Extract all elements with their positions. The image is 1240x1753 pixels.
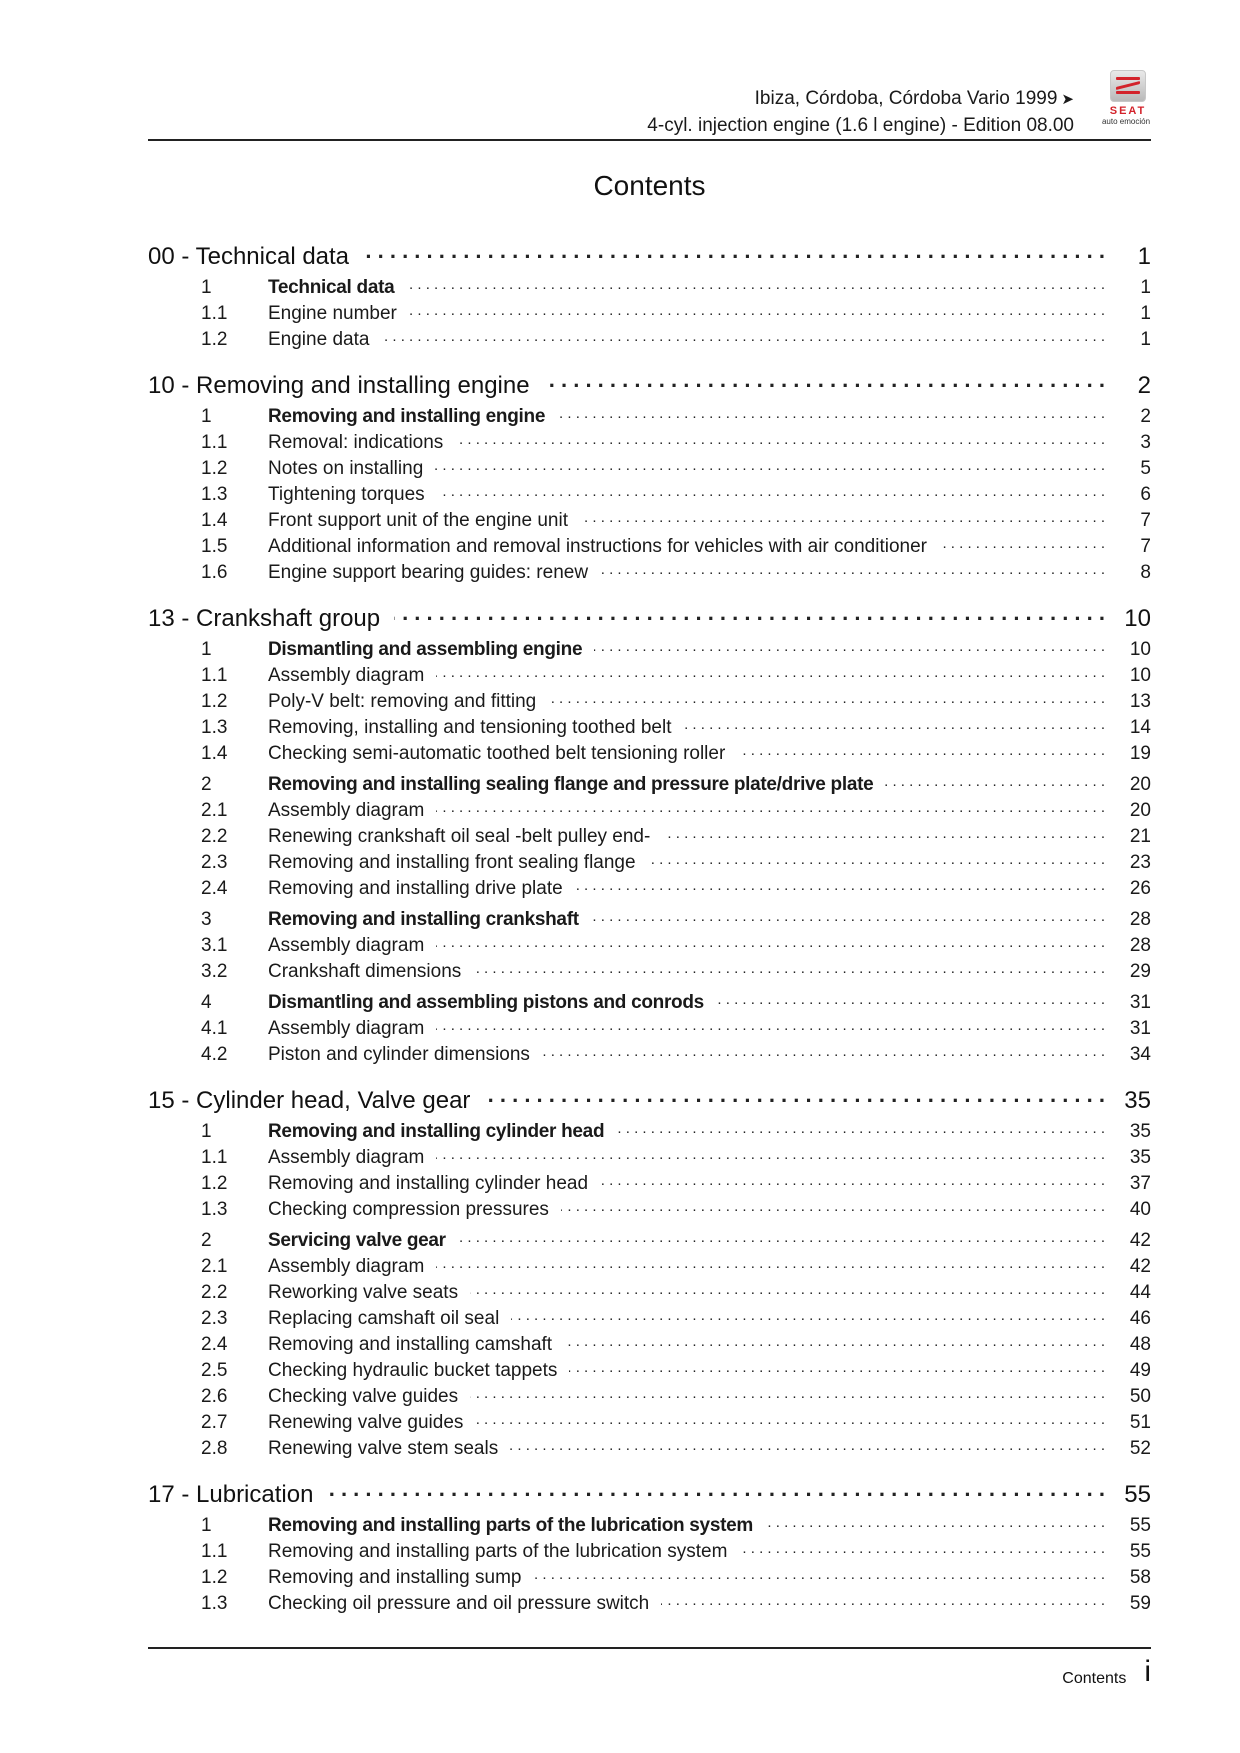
entry-title: Removing and installing cylinder head — [268, 1121, 605, 1142]
entry-page-number: 31 — [1129, 992, 1151, 1013]
entry-page-number: 52 — [1129, 1438, 1151, 1459]
entry-page-number: 14 — [1129, 717, 1151, 738]
toc-chapter-heading[interactable] — [148, 602, 1151, 635]
entry-number: 1.2 — [201, 458, 228, 479]
dot-leader — [436, 661, 1105, 681]
toc-subsection-entry[interactable] — [148, 1014, 1151, 1040]
entry-title: Checking compression pressures — [268, 1199, 549, 1220]
entry-number: 1.2 — [201, 1173, 228, 1194]
toc-subsection-entry[interactable] — [148, 796, 1151, 822]
entry-page-number: 31 — [1129, 1018, 1151, 1039]
entry-title: Assembly diagram — [268, 665, 425, 686]
footer-section-label: Contents — [1062, 1670, 1127, 1687]
entry-number: 2.5 — [201, 1360, 228, 1381]
entry-title: Additional information and removal instructions for vehicles with air conditioner — [268, 536, 927, 557]
entry-number: 4.2 — [201, 1044, 228, 1065]
entry-number: 3 — [201, 909, 212, 930]
entry-page-number: 59 — [1129, 1593, 1151, 1614]
toc-chapter-heading[interactable] — [148, 1478, 1151, 1511]
dot-leader — [533, 1563, 1105, 1583]
chapter-page-number: 1 — [1137, 243, 1151, 270]
dot-leader — [484, 1084, 1105, 1108]
entry-page-number: 7 — [1140, 536, 1151, 557]
table-of-contents — [148, 240, 1151, 1633]
dot-leader — [561, 1195, 1105, 1215]
chapter-page-number: 10 — [1124, 605, 1151, 632]
dot-leader — [458, 1226, 1105, 1246]
entry-title: Removing and installing sump — [268, 1567, 522, 1588]
entry-title: Renewing crankshaft oil seal -belt pulley end- — [268, 826, 651, 847]
dot-leader — [569, 1356, 1105, 1376]
entry-number: 1 — [201, 639, 212, 660]
dot-leader — [542, 1040, 1105, 1060]
chapter-title: 15 - Cylinder head, Valve gear — [148, 1087, 471, 1114]
chapter-page-number: 55 — [1124, 1481, 1151, 1508]
dot-leader — [436, 1143, 1105, 1163]
toc-subsection-entry[interactable] — [148, 506, 1151, 532]
entry-page-number: 19 — [1129, 743, 1151, 764]
chapter-title: 00 - Technical data — [148, 243, 350, 270]
toc-chapter — [148, 1478, 1151, 1615]
entry-number: 1 — [201, 1121, 212, 1142]
entry-number: 1.1 — [201, 303, 228, 324]
entry-number: 1 — [201, 406, 212, 427]
entry-number: 1.1 — [201, 1147, 228, 1168]
entry-number: 1.2 — [201, 329, 228, 350]
entry-page-number: 55 — [1129, 1541, 1151, 1562]
entry-number: 1.3 — [201, 484, 228, 505]
entry-page-number: 28 — [1129, 909, 1151, 930]
dot-leader — [885, 770, 1105, 790]
dot-leader — [363, 240, 1105, 264]
dot-leader — [575, 874, 1105, 894]
entry-title: Poly-V belt: removing and fitting — [268, 691, 537, 712]
toc-subsection-entry[interactable] — [148, 480, 1151, 506]
logo-tagline: auto emoción — [1101, 117, 1151, 126]
entry-page-number: 10 — [1129, 665, 1151, 686]
chapter-page-number: 35 — [1124, 1087, 1151, 1114]
entry-title: Checking hydraulic bucket tappets — [268, 1360, 558, 1381]
dot-leader — [409, 299, 1105, 319]
toc-section-entry[interactable] — [148, 635, 1151, 661]
entry-title: Renewing valve stem seals — [268, 1438, 499, 1459]
toc-subsection-entry[interactable] — [148, 454, 1151, 480]
toc-subsection-entry[interactable] — [148, 1589, 1151, 1615]
entry-title: Removing and installing drive plate — [268, 878, 563, 899]
logo-brand-text: SEAT — [1109, 105, 1147, 117]
dot-leader — [648, 848, 1105, 868]
entry-page-number: 49 — [1129, 1360, 1151, 1381]
entry-page-number: 1 — [1140, 277, 1151, 298]
entry-page-number: 8 — [1140, 562, 1151, 583]
entry-number: 1.1 — [201, 1541, 228, 1562]
dot-leader — [470, 1278, 1105, 1298]
entry-page-number: 10 — [1129, 639, 1151, 660]
toc-subsection-entry[interactable] — [148, 1382, 1151, 1408]
toc-subsection-entry[interactable] — [148, 299, 1151, 325]
entry-page-number: 35 — [1129, 1121, 1151, 1142]
entry-number: 1 — [201, 277, 212, 298]
entry-page-number: 28 — [1129, 935, 1151, 956]
dot-leader — [510, 1434, 1105, 1454]
entry-title: Assembly diagram — [268, 800, 425, 821]
entry-number: 1.3 — [201, 1593, 228, 1614]
toc-subsection-entry[interactable] — [148, 1304, 1151, 1330]
toc-subsection-entry[interactable] — [148, 558, 1151, 584]
dot-leader — [594, 635, 1105, 655]
dot-leader — [557, 402, 1105, 422]
entry-number: 2.3 — [201, 1308, 228, 1329]
page-footer — [148, 1656, 1151, 1688]
entry-number: 2.2 — [201, 826, 228, 847]
entry-title: Removing and installing parts of the lubrication system — [268, 1541, 728, 1562]
dot-leader — [616, 1117, 1105, 1137]
entry-number: 1 — [201, 1515, 212, 1536]
toc-subsection-entry[interactable] — [148, 1408, 1151, 1434]
toc-chapter-heading[interactable] — [148, 369, 1151, 402]
entry-title: Removing and installing cylinder head — [268, 1173, 589, 1194]
toc-subsection-entry[interactable] — [148, 1040, 1151, 1066]
toc-chapter — [148, 240, 1151, 351]
dot-leader — [564, 1330, 1105, 1350]
entry-page-number: 42 — [1129, 1230, 1151, 1251]
entry-number: 2 — [201, 1230, 212, 1251]
dot-leader — [548, 687, 1105, 707]
toc-subsection-entry[interactable] — [148, 1169, 1151, 1195]
entry-number: 2.7 — [201, 1412, 228, 1433]
entry-number: 1.4 — [201, 510, 228, 531]
toc-subsection-entry[interactable] — [148, 1537, 1151, 1563]
entry-number: 2.4 — [201, 1334, 228, 1355]
entry-page-number: 21 — [1129, 826, 1151, 847]
dot-leader — [939, 532, 1105, 552]
entry-page-number: 6 — [1140, 484, 1151, 505]
entry-title: Checking semi-automatic toothed belt tensioning roller — [268, 743, 726, 764]
entry-page-number: 29 — [1129, 961, 1151, 982]
continuation-arrow-icon: ➤ — [1061, 91, 1074, 108]
entry-number: 1.5 — [201, 536, 228, 557]
entry-title: Removing and installing sealing flange and pressure plate/drive plate — [268, 774, 874, 795]
toc-subsection-entry[interactable] — [148, 661, 1151, 687]
dot-leader — [435, 454, 1105, 474]
entry-title: Assembly diagram — [268, 935, 425, 956]
toc-subsection-entry[interactable] — [148, 687, 1151, 713]
entry-page-number: 51 — [1129, 1412, 1151, 1433]
toc-section-entry[interactable] — [148, 1117, 1151, 1143]
toc-chapter — [148, 369, 1151, 584]
entry-number: 2.8 — [201, 1438, 228, 1459]
seat-badge-icon — [1110, 70, 1146, 102]
entry-number: 1.3 — [201, 1199, 228, 1220]
toc-chapter-heading[interactable] — [148, 1084, 1151, 1117]
entry-number: 2.4 — [201, 878, 228, 899]
entry-title: Crankshaft dimensions — [268, 961, 462, 982]
toc-subsection-entry[interactable] — [148, 931, 1151, 957]
dot-leader — [544, 369, 1105, 393]
entry-title: Engine number — [268, 303, 397, 324]
entry-page-number: 26 — [1129, 878, 1151, 899]
toc-subsection-entry[interactable] — [148, 822, 1151, 848]
footer-page-number: i — [1144, 1655, 1151, 1688]
entry-page-number: 23 — [1129, 852, 1151, 873]
entry-number: 2.1 — [201, 800, 228, 821]
entry-title: Renewing valve guides — [268, 1412, 464, 1433]
toc-subsection-entry[interactable] — [148, 325, 1151, 351]
entry-title: Removing and installing parts of the lubrication system — [268, 1515, 753, 1536]
entry-page-number: 2 — [1140, 406, 1151, 427]
toc-subsection-entry[interactable] — [148, 739, 1151, 765]
dot-leader — [436, 1252, 1105, 1272]
toc-section-entry[interactable] — [148, 1511, 1151, 1537]
dot-leader — [436, 931, 1105, 951]
entry-number: 1.4 — [201, 743, 228, 764]
toc-chapter — [148, 602, 1151, 1066]
entry-page-number: 3 — [1140, 432, 1151, 453]
entry-page-number: 58 — [1129, 1567, 1151, 1588]
toc-chapter-heading[interactable] — [148, 240, 1151, 273]
entry-number: 2.3 — [201, 852, 228, 873]
entry-title: Removing and installing front sealing flange — [268, 852, 636, 873]
entry-number: 1.1 — [201, 432, 228, 453]
entry-title: Removing and installing camshaft — [268, 1334, 553, 1355]
dot-leader — [765, 1511, 1105, 1531]
entry-page-number: 1 — [1140, 329, 1151, 350]
dot-leader — [511, 1304, 1105, 1324]
page-title: Contents — [593, 170, 706, 201]
entry-title: Checking oil pressure and oil pressure switch — [268, 1593, 650, 1614]
toc-subsection-entry[interactable] — [148, 532, 1151, 558]
entry-title: Front support unit of the engine unit — [268, 510, 568, 531]
entry-page-number: 40 — [1129, 1199, 1151, 1220]
toc-section-entry[interactable] — [148, 988, 1151, 1014]
dot-leader — [600, 1169, 1105, 1189]
toc-section-entry[interactable] — [148, 905, 1151, 931]
entry-number: 1.2 — [201, 1567, 228, 1588]
toc-subsection-entry[interactable] — [148, 1195, 1151, 1221]
entry-page-number: 1 — [1140, 303, 1151, 324]
dot-leader — [684, 713, 1106, 733]
entry-title: Checking valve guides — [268, 1386, 459, 1407]
entry-page-number: 35 — [1129, 1147, 1151, 1168]
entry-title: Piston and cylinder dimensions — [268, 1044, 530, 1065]
entry-title: Assembly diagram — [268, 1147, 425, 1168]
chapter-title: 17 - Lubrication — [148, 1481, 314, 1508]
entry-title: Dismantling and assembling pistons and conrods — [268, 992, 704, 1013]
entry-page-number: 50 — [1129, 1386, 1151, 1407]
entry-title: Assembly diagram — [268, 1018, 425, 1039]
toc-subsection-entry[interactable] — [148, 428, 1151, 454]
entry-number: 2.2 — [201, 1282, 228, 1303]
dot-leader — [436, 796, 1105, 816]
footer-rule — [148, 1647, 1151, 1649]
entry-number: 1.6 — [201, 562, 228, 583]
entry-title: Removing and installing crankshaft — [268, 909, 579, 930]
entry-title: Removal: indications — [268, 432, 444, 453]
dot-leader — [591, 905, 1105, 925]
toc-subsection-entry[interactable] — [148, 957, 1151, 983]
toc-chapter — [148, 1084, 1151, 1460]
header-line-engine: 4-cyl. injection engine (1.6 l engine) - Edition 08.00 — [647, 115, 1074, 136]
toc-subsection-entry[interactable] — [148, 1330, 1151, 1356]
entry-page-number: 34 — [1129, 1044, 1151, 1065]
entry-page-number: 55 — [1129, 1515, 1151, 1536]
entry-title: Removing, installing and tensioning toothed belt — [268, 717, 672, 738]
entry-page-number: 37 — [1129, 1173, 1151, 1194]
dot-leader — [739, 1537, 1105, 1557]
toc-subsection-entry[interactable] — [148, 1252, 1151, 1278]
entry-number: 2 — [201, 774, 212, 795]
entry-title: Notes on installing — [268, 458, 424, 479]
entry-title: Replacing camshaft oil seal — [268, 1308, 500, 1329]
entry-page-number: 42 — [1129, 1256, 1151, 1277]
header-line-models — [148, 86, 1074, 113]
entry-title: Assembly diagram — [268, 1256, 425, 1277]
entry-title: Removing and installing engine — [268, 406, 546, 427]
dot-leader — [737, 739, 1105, 759]
dot-leader — [600, 558, 1105, 578]
entry-page-number: 20 — [1129, 774, 1151, 795]
toc-subsection-entry[interactable] — [148, 848, 1151, 874]
entry-page-number: 48 — [1129, 1334, 1151, 1355]
dot-leader — [394, 602, 1105, 626]
entry-title: Engine support bearing guides: renew — [268, 562, 589, 583]
dot-leader — [455, 428, 1105, 448]
dot-leader — [475, 1408, 1105, 1428]
toc-subsection-entry[interactable] — [148, 1356, 1151, 1382]
dot-leader — [406, 273, 1105, 293]
chapter-title: 13 - Crankshaft group — [148, 605, 381, 632]
toc-subsection-entry[interactable] — [148, 874, 1151, 900]
dot-leader — [580, 506, 1105, 526]
toc-subsection-entry[interactable] — [148, 1278, 1151, 1304]
seat-logo — [1098, 70, 1158, 130]
dot-leader — [662, 822, 1105, 842]
dot-leader — [473, 957, 1105, 977]
entry-page-number: 5 — [1140, 458, 1151, 479]
header-rule — [148, 139, 1151, 141]
dot-leader — [436, 1014, 1105, 1034]
entry-page-number: 46 — [1129, 1308, 1151, 1329]
dot-leader — [381, 325, 1105, 345]
entry-number: 3.2 — [201, 961, 228, 982]
dot-leader — [716, 988, 1105, 1008]
entry-title: Servicing valve gear — [268, 1230, 446, 1251]
entry-title: Technical data — [268, 277, 395, 298]
entry-page-number: 44 — [1129, 1282, 1151, 1303]
entry-number: 4 — [201, 992, 212, 1013]
toc-section-entry[interactable] — [148, 1226, 1151, 1252]
toc-subsection-entry[interactable] — [148, 1143, 1151, 1169]
entry-title: Tightening torques — [268, 484, 425, 505]
entry-title: Reworking valve seats — [268, 1282, 459, 1303]
entry-page-number: 20 — [1129, 800, 1151, 821]
toc-section-entry[interactable] — [148, 770, 1151, 796]
entry-number: 4.1 — [201, 1018, 228, 1039]
dot-leader — [470, 1382, 1105, 1402]
entry-title: Dismantling and assembling engine — [268, 639, 583, 660]
running-header — [148, 86, 1074, 139]
entry-number: 1.2 — [201, 691, 228, 712]
toc-subsection-entry[interactable] — [148, 713, 1151, 739]
toc-section-entry[interactable] — [148, 402, 1151, 428]
toc-subsection-entry[interactable] — [148, 1563, 1151, 1589]
entry-number: 1.3 — [201, 717, 228, 738]
chapter-page-number: 2 — [1137, 372, 1151, 399]
dot-leader — [327, 1478, 1105, 1502]
dot-leader — [437, 480, 1105, 500]
entry-number: 2.6 — [201, 1386, 228, 1407]
entry-number: 2.1 — [201, 1256, 228, 1277]
entry-page-number: 13 — [1129, 691, 1151, 712]
dot-leader — [661, 1589, 1105, 1609]
entry-title: Engine data — [268, 329, 370, 350]
header-models-text: Ibiza, Córdoba, Córdoba Vario 1999 — [754, 88, 1058, 109]
entry-page-number: 7 — [1140, 510, 1151, 531]
toc-section-entry[interactable] — [148, 273, 1151, 299]
toc-subsection-entry[interactable] — [148, 1434, 1151, 1460]
entry-number: 1.1 — [201, 665, 228, 686]
chapter-title: 10 - Removing and installing engine — [148, 372, 530, 399]
entry-number: 3.1 — [201, 935, 228, 956]
